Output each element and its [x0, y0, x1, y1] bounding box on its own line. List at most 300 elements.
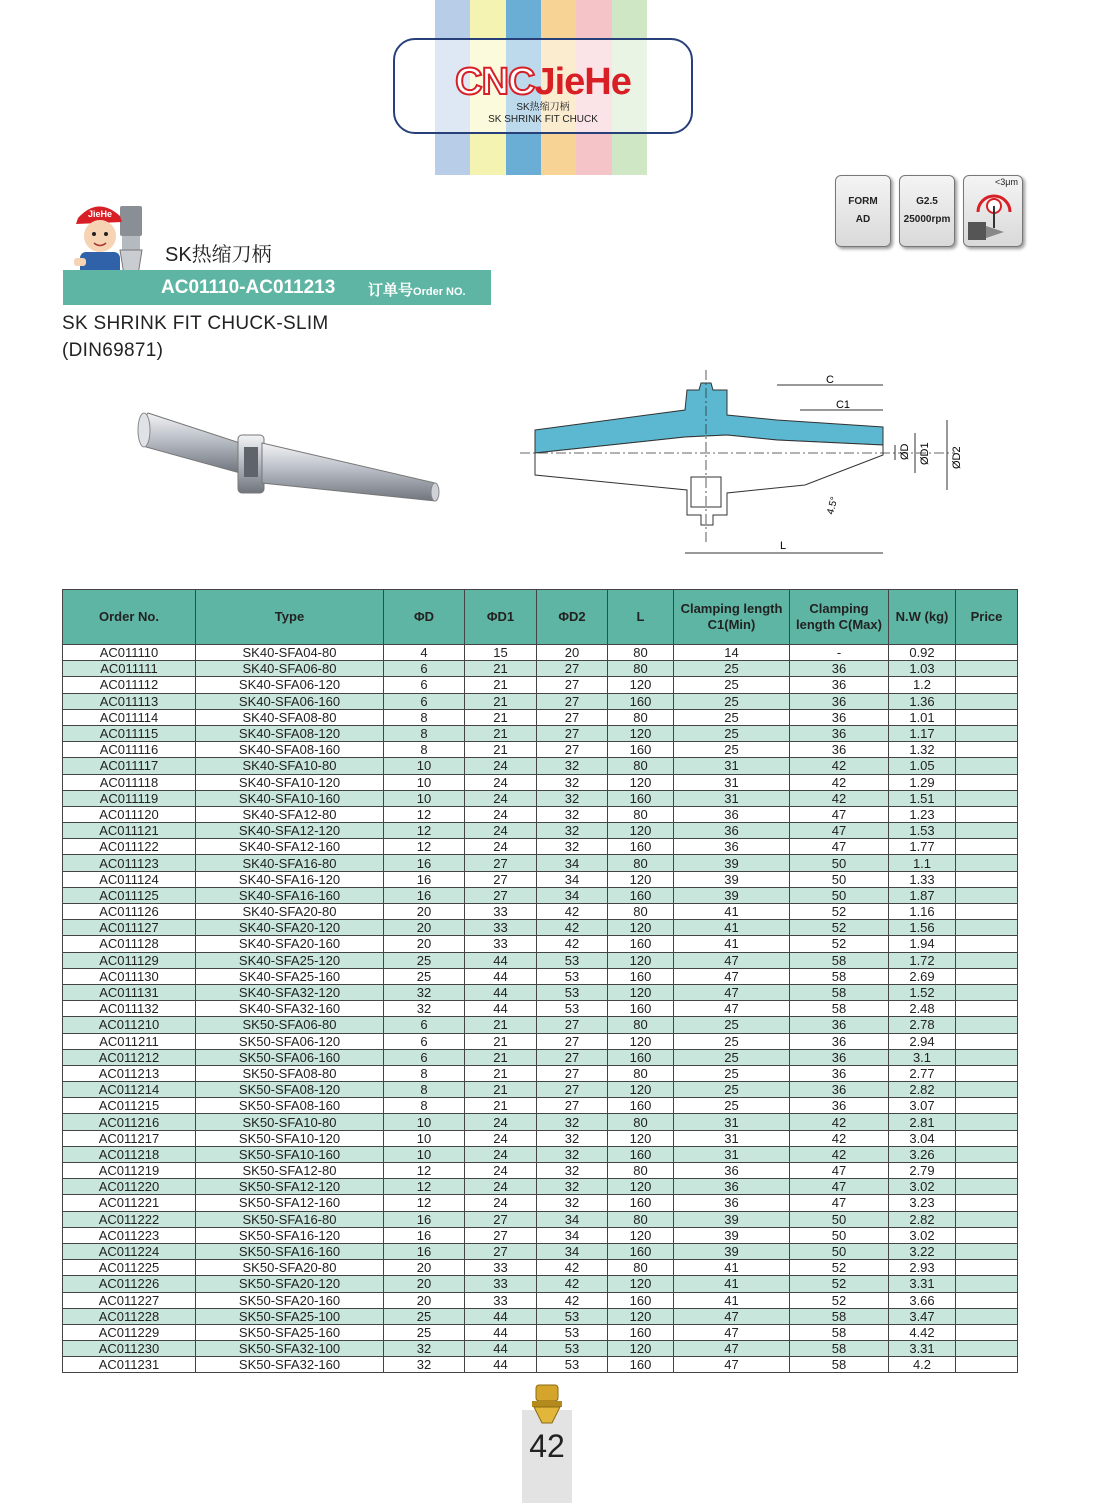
table-body — [63, 645, 1018, 1373]
cell-type: SK50-SFA06-120 — [196, 1033, 384, 1049]
cell-clamping-min: 25 — [674, 709, 790, 725]
cell-d: 10 — [384, 790, 465, 806]
cell-order-no: AC011230 — [63, 1341, 196, 1357]
cell-type: SK50-SFA08-80 — [196, 1065, 384, 1081]
cell-d: 32 — [384, 984, 465, 1000]
cell-order-no: AC011132 — [63, 1001, 196, 1017]
cell-d: 20 — [384, 904, 465, 920]
runout-label: <3μm — [995, 177, 1018, 187]
cell-l: 80 — [608, 709, 674, 725]
cell-d1: 27 — [465, 1211, 537, 1227]
cell-l: 80 — [608, 904, 674, 920]
cell-l: 160 — [608, 790, 674, 806]
col-header-d1: ΦD1 — [465, 590, 537, 645]
cell-l: 80 — [608, 855, 674, 871]
cell-price — [956, 920, 1018, 936]
cell-clamping-min: 39 — [674, 1211, 790, 1227]
cell-order-no: AC011129 — [63, 952, 196, 968]
cell-l: 80 — [608, 758, 674, 774]
cell-l: 160 — [608, 1146, 674, 1162]
form-badge — [835, 175, 891, 247]
cell-clamping-max: 36 — [790, 677, 889, 693]
cell-d: 12 — [384, 823, 465, 839]
col-header-d: ΦD — [384, 590, 465, 645]
cell-clamping-max: 47 — [790, 823, 889, 839]
cell-d1: 24 — [465, 1195, 537, 1211]
cell-weight: 1.03 — [889, 661, 956, 677]
cell-d: 16 — [384, 871, 465, 887]
table-row — [63, 661, 1018, 677]
cell-d: 12 — [384, 1163, 465, 1179]
cell-clamping-max: 58 — [790, 1001, 889, 1017]
cell-type: SK40-SFA06-120 — [196, 677, 384, 693]
cell-clamping-min: 47 — [674, 1001, 790, 1017]
cell-d: 8 — [384, 1098, 465, 1114]
form-badge-line2: AD — [855, 214, 871, 225]
cell-price — [956, 952, 1018, 968]
cell-d2: 42 — [537, 1260, 608, 1276]
cell-order-no: AC011118 — [63, 774, 196, 790]
cell-d: 16 — [384, 1211, 465, 1227]
cell-l: 80 — [608, 1163, 674, 1179]
cell-clamping-min: 31 — [674, 1114, 790, 1130]
cell-d2: 32 — [537, 758, 608, 774]
col-header-price: Price — [956, 590, 1018, 645]
cell-order-no: AC011226 — [63, 1276, 196, 1292]
cell-price — [956, 1082, 1018, 1098]
cell-clamping-min: 47 — [674, 952, 790, 968]
cell-type: SK40-SFA16-80 — [196, 855, 384, 871]
cell-d: 10 — [384, 1114, 465, 1130]
cell-price — [956, 725, 1018, 741]
cell-clamping-min: 41 — [674, 1276, 790, 1292]
col-header-type: Type — [196, 590, 384, 645]
cell-clamping-min: 36 — [674, 823, 790, 839]
cell-weight: 1.87 — [889, 887, 956, 903]
order-number-range: AC01110-AC011213 — [161, 277, 336, 298]
dim-d1-label: ØD1 — [919, 442, 931, 465]
product-title-cn: SK热缩刀柄 — [165, 244, 272, 266]
cell-type: SK50-SFA32-100 — [196, 1341, 384, 1357]
cell-price — [956, 1227, 1018, 1243]
cell-order-no: AC011114 — [63, 709, 196, 725]
cell-l: 160 — [608, 1357, 674, 1373]
cell-clamping-min: 41 — [674, 920, 790, 936]
cell-clamping-min: 25 — [674, 661, 790, 677]
cell-price — [956, 790, 1018, 806]
cell-type: SK40-SFA32-160 — [196, 1001, 384, 1017]
table-row — [63, 1324, 1018, 1340]
cell-clamping-max: 50 — [790, 855, 889, 871]
cell-d1: 21 — [465, 1098, 537, 1114]
cell-clamping-max: 36 — [790, 693, 889, 709]
cell-clamping-max: 36 — [790, 1082, 889, 1098]
cell-weight: 1.51 — [889, 790, 956, 806]
table-row — [63, 855, 1018, 871]
cell-price — [956, 1049, 1018, 1065]
cell-type: SK40-SFA20-160 — [196, 936, 384, 952]
cell-price — [956, 806, 1018, 822]
table-row — [63, 1227, 1018, 1243]
cell-d1: 15 — [465, 645, 537, 661]
cell-clamping-max: 52 — [790, 1276, 889, 1292]
cell-order-no: AC011127 — [63, 920, 196, 936]
cell-d2: 34 — [537, 871, 608, 887]
cell-weight: 2.48 — [889, 1001, 956, 1017]
cell-type: SK50-SFA25-100 — [196, 1308, 384, 1324]
cell-price — [956, 1341, 1018, 1357]
cell-d2: 53 — [537, 1341, 608, 1357]
cell-clamping-max: 52 — [790, 1292, 889, 1308]
cell-d: 10 — [384, 774, 465, 790]
cell-price — [956, 1001, 1018, 1017]
col-header-clamping-max: Clamping length C(Max) — [790, 590, 889, 645]
cell-clamping-min: 39 — [674, 1243, 790, 1259]
cell-clamping-min: 25 — [674, 1033, 790, 1049]
cell-type: SK40-SFA25-120 — [196, 952, 384, 968]
cell-d1: 33 — [465, 1292, 537, 1308]
spec-badges — [835, 175, 1023, 247]
cell-weight: 1.16 — [889, 904, 956, 920]
cell-weight: 3.22 — [889, 1243, 956, 1259]
cell-weight: 4.42 — [889, 1324, 956, 1340]
form-badge-line1: FORM — [848, 196, 878, 207]
cell-clamping-max: 47 — [790, 1163, 889, 1179]
cell-clamping-max: 47 — [790, 1195, 889, 1211]
cell-l: 120 — [608, 952, 674, 968]
cell-d: 10 — [384, 1130, 465, 1146]
cell-clamping-min: 47 — [674, 1341, 790, 1357]
cell-type: SK40-SFA32-120 — [196, 984, 384, 1000]
cell-l: 160 — [608, 1324, 674, 1340]
cell-d1: 44 — [465, 1357, 537, 1373]
cell-clamping-min: 47 — [674, 1357, 790, 1373]
cell-price — [956, 1260, 1018, 1276]
cell-d: 20 — [384, 920, 465, 936]
cell-d: 25 — [384, 952, 465, 968]
cell-l: 120 — [608, 871, 674, 887]
cell-order-no: AC011112 — [63, 677, 196, 693]
cell-type: SK50-SFA20-160 — [196, 1292, 384, 1308]
cell-d1: 24 — [465, 1130, 537, 1146]
cell-type: SK40-SFA25-160 — [196, 968, 384, 984]
cell-d: 16 — [384, 887, 465, 903]
cell-order-no: AC011216 — [63, 1114, 196, 1130]
cell-clamping-max: 47 — [790, 806, 889, 822]
cell-l: 120 — [608, 1033, 674, 1049]
cell-type: SK50-SFA12-80 — [196, 1163, 384, 1179]
cell-type: SK50-SFA12-160 — [196, 1195, 384, 1211]
cell-clamping-max: 36 — [790, 1065, 889, 1081]
cell-l: 160 — [608, 1049, 674, 1065]
cell-d1: 24 — [465, 1163, 537, 1179]
cell-clamping-min: 41 — [674, 1292, 790, 1308]
cell-clamping-max: 36 — [790, 661, 889, 677]
cell-d1: 33 — [465, 1276, 537, 1292]
cell-clamping-max: 58 — [790, 952, 889, 968]
table-row — [63, 936, 1018, 952]
cell-d1: 44 — [465, 1001, 537, 1017]
cell-weight: 1.56 — [889, 920, 956, 936]
cell-price — [956, 887, 1018, 903]
cell-weight: 2.81 — [889, 1114, 956, 1130]
cell-price — [956, 1324, 1018, 1340]
cell-type: SK50-SFA25-160 — [196, 1324, 384, 1340]
cell-d2: 53 — [537, 1001, 608, 1017]
cell-weight: 1.29 — [889, 774, 956, 790]
cell-clamping-min: 14 — [674, 645, 790, 661]
cell-l: 80 — [608, 645, 674, 661]
table-row — [63, 742, 1018, 758]
dim-angle-label: 4.5° — [825, 495, 841, 516]
cell-clamping-max: 42 — [790, 1114, 889, 1130]
cell-d: 8 — [384, 725, 465, 741]
cell-price — [956, 1098, 1018, 1114]
cell-weight: 1.77 — [889, 839, 956, 855]
cell-d1: 21 — [465, 709, 537, 725]
cell-weight: 2.82 — [889, 1082, 956, 1098]
brand-logo — [393, 38, 693, 134]
cell-d2: 32 — [537, 1114, 608, 1130]
cell-l: 80 — [608, 1114, 674, 1130]
cell-d1: 27 — [465, 1243, 537, 1259]
cell-weight: 1.94 — [889, 936, 956, 952]
cell-d1: 27 — [465, 855, 537, 871]
cell-l: 160 — [608, 839, 674, 855]
cell-order-no: AC011227 — [63, 1292, 196, 1308]
cell-order-no: AC011122 — [63, 839, 196, 855]
cell-d1: 27 — [465, 887, 537, 903]
cell-d2: 32 — [537, 774, 608, 790]
cell-d1: 33 — [465, 1260, 537, 1276]
cell-d: 32 — [384, 1001, 465, 1017]
cell-weight: 3.02 — [889, 1179, 956, 1195]
cell-l: 160 — [608, 742, 674, 758]
cell-d: 8 — [384, 742, 465, 758]
cell-clamping-min: 41 — [674, 1260, 790, 1276]
cell-d: 32 — [384, 1357, 465, 1373]
cell-d: 12 — [384, 806, 465, 822]
cell-d1: 24 — [465, 823, 537, 839]
cell-price — [956, 693, 1018, 709]
cell-weight: 3.02 — [889, 1227, 956, 1243]
table-row — [63, 1292, 1018, 1308]
cell-price — [956, 904, 1018, 920]
tool-holder-icon — [528, 1383, 566, 1425]
cell-order-no: AC011221 — [63, 1195, 196, 1211]
cell-order-no: AC011223 — [63, 1227, 196, 1243]
cell-price — [956, 1195, 1018, 1211]
col-header-weight: N.W (kg) — [889, 590, 956, 645]
cell-d: 12 — [384, 1179, 465, 1195]
cell-l: 160 — [608, 936, 674, 952]
cell-weight: 1.05 — [889, 758, 956, 774]
cell-d2: 27 — [537, 1033, 608, 1049]
cell-price — [956, 677, 1018, 693]
cell-d: 25 — [384, 1308, 465, 1324]
cell-type: SK50-SFA10-160 — [196, 1146, 384, 1162]
cell-clamping-max: 47 — [790, 1179, 889, 1195]
cell-d: 16 — [384, 1227, 465, 1243]
cell-clamping-max: 50 — [790, 1211, 889, 1227]
page-number: 42 — [529, 1428, 565, 1464]
cell-d2: 34 — [537, 1211, 608, 1227]
table-row — [63, 1163, 1018, 1179]
logo-subtitle-cn: SK热缩刀柄 — [516, 102, 570, 113]
table-row — [63, 904, 1018, 920]
logo-cnc: CNC — [455, 61, 535, 103]
cell-d1: 24 — [465, 1114, 537, 1130]
spec-table — [62, 589, 1018, 1373]
cell-d2: 34 — [537, 887, 608, 903]
cell-l: 80 — [608, 1065, 674, 1081]
cell-weight: 2.79 — [889, 1163, 956, 1179]
cell-order-no: AC011126 — [63, 904, 196, 920]
cell-price — [956, 758, 1018, 774]
cell-clamping-min: 25 — [674, 1065, 790, 1081]
cell-type: SK40-SFA04-80 — [196, 645, 384, 661]
cell-clamping-max: 36 — [790, 1033, 889, 1049]
technical-drawing — [515, 365, 975, 565]
cell-d: 8 — [384, 1065, 465, 1081]
cell-d2: 42 — [537, 936, 608, 952]
cell-weight: 1.32 — [889, 742, 956, 758]
cell-weight: 3.31 — [889, 1341, 956, 1357]
cell-d2: 27 — [537, 725, 608, 741]
cell-l: 160 — [608, 693, 674, 709]
table-row — [63, 1065, 1018, 1081]
table-header-row — [63, 590, 1018, 645]
cell-d1: 27 — [465, 1227, 537, 1243]
cell-clamping-min: 41 — [674, 904, 790, 920]
col-header-clamping-min: Clamping length C1(Min) — [674, 590, 790, 645]
cell-weight: 3.07 — [889, 1098, 956, 1114]
cell-type: SK40-SFA10-80 — [196, 758, 384, 774]
cell-weight: 1.17 — [889, 725, 956, 741]
cell-d2: 27 — [537, 677, 608, 693]
cell-price — [956, 1146, 1018, 1162]
cell-order-no: AC011224 — [63, 1243, 196, 1259]
cell-clamping-max: 36 — [790, 725, 889, 741]
cell-l: 160 — [608, 1195, 674, 1211]
cell-d: 25 — [384, 1324, 465, 1340]
cell-l: 120 — [608, 1082, 674, 1098]
cell-clamping-max: 58 — [790, 1341, 889, 1357]
col-header-d2: ΦD2 — [537, 590, 608, 645]
cell-price — [956, 1179, 1018, 1195]
cell-clamping-max: 52 — [790, 936, 889, 952]
cell-weight: 1.01 — [889, 709, 956, 725]
cell-type: SK40-SFA16-160 — [196, 887, 384, 903]
cell-d2: 32 — [537, 790, 608, 806]
cell-d2: 27 — [537, 709, 608, 725]
cell-order-no: AC011119 — [63, 790, 196, 806]
cell-d: 10 — [384, 1146, 465, 1162]
cell-type: SK50-SFA08-120 — [196, 1082, 384, 1098]
table-row — [63, 871, 1018, 887]
cell-d: 6 — [384, 693, 465, 709]
cell-d2: 27 — [537, 1017, 608, 1033]
table-row — [63, 920, 1018, 936]
cell-d: 6 — [384, 677, 465, 693]
order-label-cn: 订单号 — [368, 282, 414, 299]
table-row — [63, 1341, 1018, 1357]
cell-d1: 24 — [465, 758, 537, 774]
cell-order-no: AC011128 — [63, 936, 196, 952]
cell-price — [956, 1357, 1018, 1373]
cell-clamping-min: 25 — [674, 742, 790, 758]
table-row — [63, 887, 1018, 903]
cell-d: 6 — [384, 661, 465, 677]
cell-price — [956, 1276, 1018, 1292]
cell-d: 20 — [384, 1276, 465, 1292]
cell-clamping-min: 31 — [674, 758, 790, 774]
cell-weight: 3.04 — [889, 1130, 956, 1146]
cell-clamping-min: 39 — [674, 887, 790, 903]
cell-d1: 44 — [465, 1341, 537, 1357]
cell-order-no: AC011215 — [63, 1098, 196, 1114]
cell-order-no: AC011212 — [63, 1049, 196, 1065]
cell-weight: 2.94 — [889, 1033, 956, 1049]
cell-weight: 3.26 — [889, 1146, 956, 1162]
dim-l-label: L — [779, 540, 787, 552]
cell-d2: 53 — [537, 984, 608, 1000]
col-header-l: L — [608, 590, 674, 645]
cell-l: 80 — [608, 1211, 674, 1227]
cell-clamping-max: 58 — [790, 984, 889, 1000]
cell-type: SK50-SFA06-160 — [196, 1049, 384, 1065]
table-row — [63, 1260, 1018, 1276]
cell-order-no: AC011116 — [63, 742, 196, 758]
cell-clamping-max: 58 — [790, 1357, 889, 1373]
table-row — [63, 790, 1018, 806]
cell-order-no: AC011110 — [63, 645, 196, 661]
cell-order-no: AC011229 — [63, 1324, 196, 1340]
cell-type: SK50-SFA10-80 — [196, 1114, 384, 1130]
logo-wordmark — [395, 62, 691, 102]
table-row — [63, 1276, 1018, 1292]
cell-d: 8 — [384, 1082, 465, 1098]
cell-clamping-min: 25 — [674, 677, 790, 693]
cell-type: SK40-SFA20-120 — [196, 920, 384, 936]
cell-d1: 33 — [465, 904, 537, 920]
table-row — [63, 984, 1018, 1000]
cell-clamping-min: 31 — [674, 1146, 790, 1162]
cell-clamping-min: 36 — [674, 1163, 790, 1179]
cell-d1: 27 — [465, 871, 537, 887]
cell-clamping-min: 47 — [674, 968, 790, 984]
cell-d2: 53 — [537, 1357, 608, 1373]
cell-clamping-max: 52 — [790, 1260, 889, 1276]
product-photo — [130, 395, 450, 515]
table-row — [63, 774, 1018, 790]
table-row — [63, 1195, 1018, 1211]
cell-order-no: AC011213 — [63, 1065, 196, 1081]
cell-order-no: AC011120 — [63, 806, 196, 822]
cell-d: 6 — [384, 1049, 465, 1065]
cell-clamping-max: 50 — [790, 1243, 889, 1259]
cell-clamping-max: 52 — [790, 920, 889, 936]
cell-weight: 3.31 — [889, 1276, 956, 1292]
cell-l: 120 — [608, 1308, 674, 1324]
cell-type: SK50-SFA20-80 — [196, 1260, 384, 1276]
cell-d1: 44 — [465, 1308, 537, 1324]
table-row — [63, 806, 1018, 822]
cell-d1: 21 — [465, 677, 537, 693]
cell-type: SK40-SFA08-160 — [196, 742, 384, 758]
cell-l: 160 — [608, 1001, 674, 1017]
cell-l: 120 — [608, 1179, 674, 1195]
